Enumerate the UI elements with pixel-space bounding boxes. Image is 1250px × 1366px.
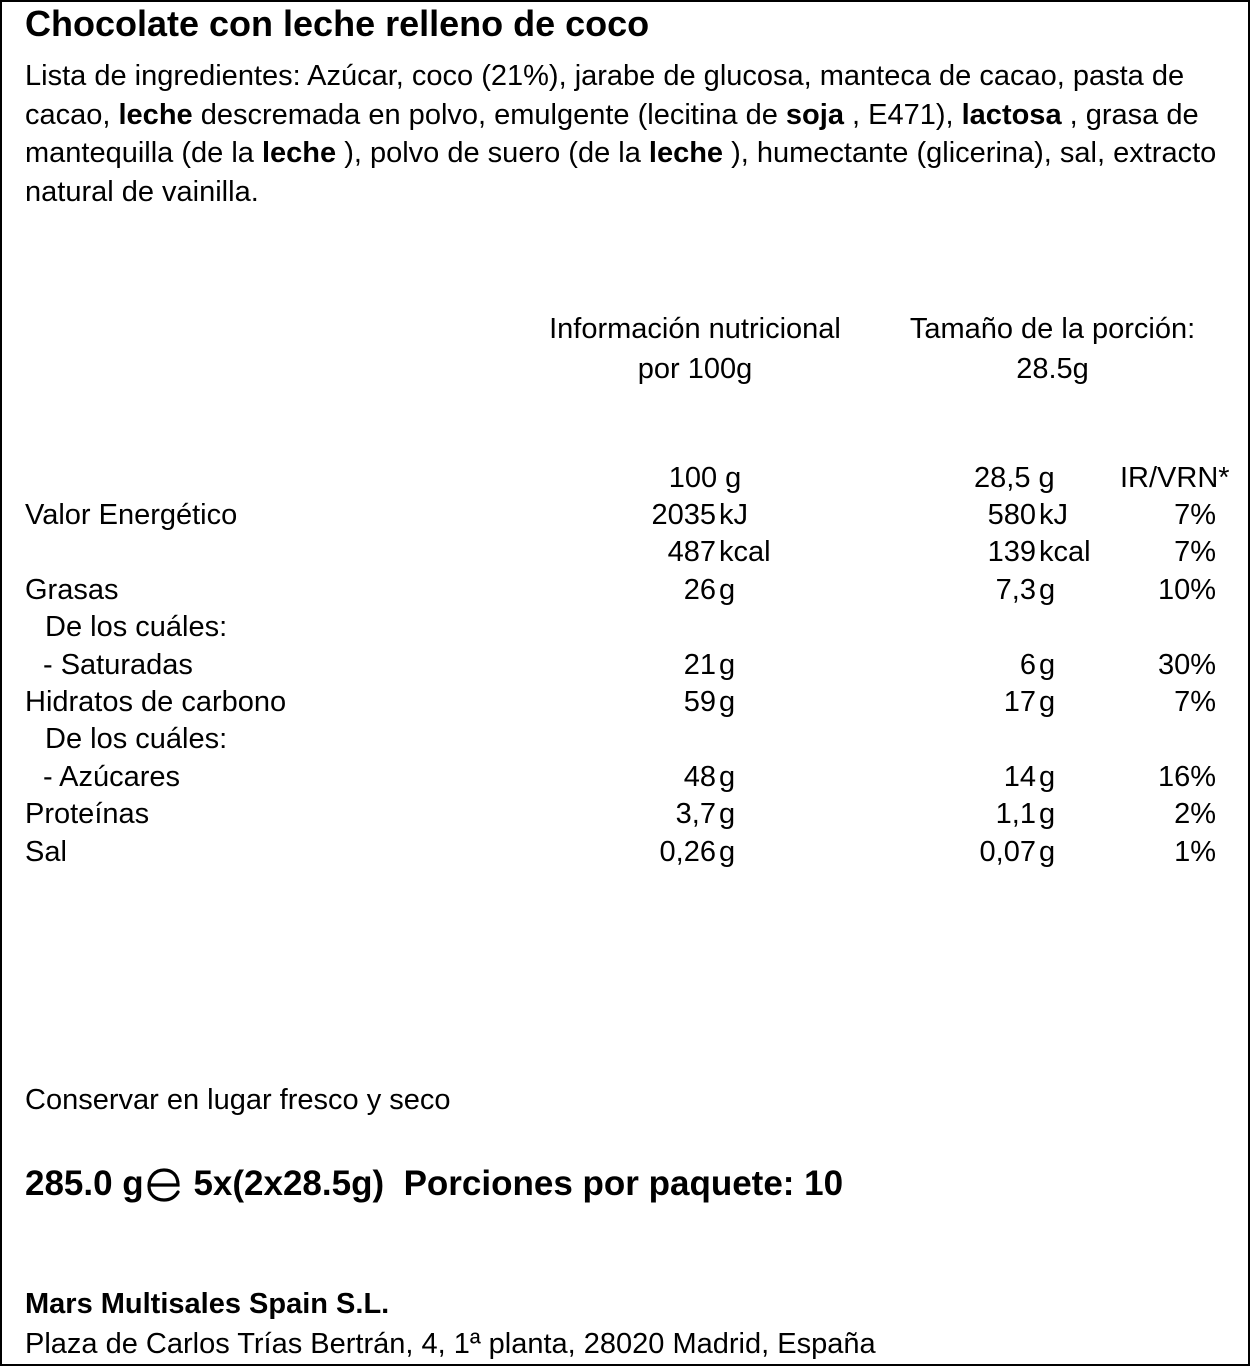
- unit-per100: kcal: [719, 536, 771, 568]
- nutrient-label: Valor Energético: [25, 499, 238, 531]
- pack-composition: 5x(2x28.5g): [193, 1164, 385, 1203]
- reference-intake: 1%: [1174, 836, 1216, 868]
- unit-per-portion: kJ: [1039, 499, 1068, 531]
- unit-per100: g: [719, 836, 736, 868]
- nutrient-label: - Azúcares: [43, 761, 180, 793]
- nutrition-header-per100: [520, 309, 870, 389]
- value-per100: 2035: [651, 499, 716, 531]
- column-header-per100: 100 g: [668, 462, 742, 494]
- unit-per-portion: kcal: [1039, 536, 1091, 568]
- value-per100: 487: [667, 536, 716, 568]
- unit-per-portion: g: [1039, 761, 1056, 793]
- value-per-portion: 7,3: [995, 574, 1036, 606]
- ingredient-text: , grasa de mantequilla (de la: [25, 98, 1199, 169]
- value-per-portion: 580: [987, 499, 1036, 531]
- ingredient-text: , E471),: [843, 98, 962, 131]
- unit-per100: g: [719, 761, 736, 793]
- allergen-text: leche: [261, 137, 337, 169]
- value-per-portion: 139: [987, 536, 1036, 568]
- value-per100: 0,26: [659, 836, 716, 868]
- nutrient-label: Hidratos de carbono: [25, 686, 287, 718]
- unit-per-portion: g: [1039, 798, 1056, 830]
- allergen-text: leche: [648, 137, 724, 169]
- package-info: [25, 1162, 843, 1206]
- reference-intake: 7%: [1174, 686, 1216, 718]
- reference-intake: 2%: [1174, 798, 1216, 830]
- e-mark-icon: [146, 1163, 182, 1203]
- product-title: Chocolate con leche relleno de coco: [25, 3, 650, 44]
- value-per-portion: 0,07: [979, 836, 1036, 868]
- value-per100: 21: [683, 649, 716, 681]
- ingredient-text: Azúcar, coco (21%), jarabe de glucosa, manteca de cacao, pasta de cacao,: [25, 60, 1185, 131]
- header-line: por 100g: [637, 353, 753, 385]
- value-per100: 26: [683, 574, 716, 606]
- storage-instructions: Conservar en lugar fresco y seco: [25, 1084, 451, 1116]
- reference-intake: 30%: [1157, 649, 1216, 681]
- allergen-text: leche: [118, 98, 193, 131]
- nutrition-header-portion: [880, 309, 1225, 389]
- value-per-portion: 1,1: [995, 798, 1036, 830]
- portions-per-pack: Porciones por paquete: 10: [403, 1164, 844, 1203]
- reference-intake: 7%: [1174, 536, 1216, 568]
- unit-per100: g: [719, 649, 736, 681]
- reference-intake: 10%: [1157, 574, 1216, 606]
- unit-per100: g: [719, 574, 736, 606]
- net-weight: 285.0 g: [25, 1164, 144, 1203]
- allergen-text: lactosa: [961, 98, 1062, 131]
- reference-intake: 16%: [1157, 761, 1216, 793]
- unit-per100: kJ: [719, 499, 748, 531]
- value-per100: 3,7: [675, 798, 716, 830]
- header-line: Información nutricional: [549, 313, 841, 345]
- value-per100: 48: [683, 761, 716, 793]
- company-address: Plaza de Carlos Trías Bertrán, 4, 1ª planta, 28020 Madrid, España: [25, 1328, 876, 1360]
- header-line: 28.5g: [1016, 353, 1089, 385]
- unit-per100: g: [719, 798, 736, 830]
- unit-per-portion: g: [1039, 649, 1056, 681]
- nutrient-label: - Saturadas: [43, 649, 193, 681]
- allergen-text: soja: [785, 98, 844, 131]
- unit-per-portion: g: [1039, 686, 1056, 718]
- value-per-portion: 6: [1019, 649, 1036, 681]
- company-name: Mars Multisales Spain S.L.: [25, 1288, 390, 1320]
- value-per100: 59: [683, 686, 716, 718]
- nutrient-label: Grasas: [25, 574, 119, 606]
- unit-per100: g: [719, 686, 736, 718]
- nutrient-label: Sal: [25, 836, 67, 868]
- value-per-portion: 14: [1003, 761, 1036, 793]
- nutrient-label: Proteínas: [25, 798, 150, 830]
- unit-per-portion: g: [1039, 574, 1056, 606]
- unit-per-portion: g: [1039, 836, 1056, 868]
- column-header-ri: IR/VRN*: [1120, 462, 1230, 494]
- ingredient-text: ), polvo de suero (de la: [336, 137, 649, 169]
- nutrient-label: De los cuáles:: [45, 723, 228, 755]
- ingredients-label: Lista de ingredientes:: [25, 60, 301, 92]
- value-per-portion: 17: [1003, 686, 1036, 718]
- ingredient-text: ), humectante (glicerina), sal, extracto natural de vainilla.: [25, 137, 1217, 208]
- ingredients-list: [25, 57, 1225, 211]
- column-header-portion: 28,5 g: [974, 462, 1055, 494]
- nutrient-label: De los cuáles:: [45, 611, 228, 643]
- ingredient-text: descremada en polvo, emulgente (lecitina de: [192, 98, 786, 131]
- reference-intake: 7%: [1174, 499, 1216, 531]
- header-line: Tamaño de la porción:: [909, 313, 1196, 345]
